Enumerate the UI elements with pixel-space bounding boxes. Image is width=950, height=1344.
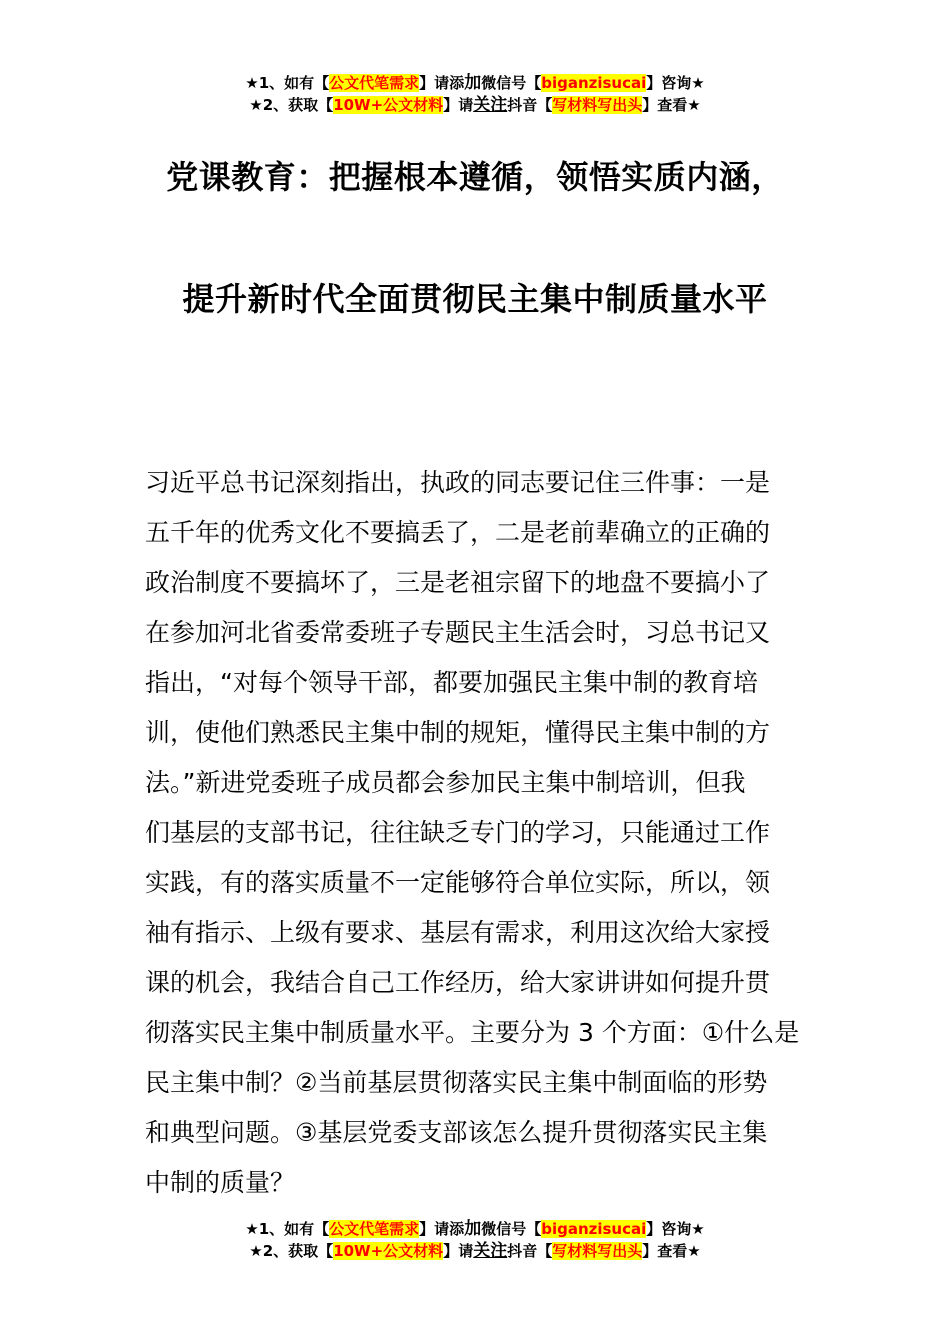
promo-line-2 bbox=[0, 94, 950, 116]
body-line: 在参加河北省委常委班子专题民主生活会时，习总书记又 bbox=[145, 618, 771, 647]
highlight-materials: 10W+公文材料 bbox=[333, 1242, 444, 1260]
promo-text: 】咨询★ bbox=[646, 74, 705, 92]
highlight-douyin: 写材料写出头 bbox=[552, 1242, 643, 1260]
body-line: 们基层的支部书记，往往缺乏专门的学习，只能通过工作 bbox=[145, 818, 771, 847]
promo-text: ★2、获取【 bbox=[249, 1242, 334, 1260]
body-line: 和典型问题。③基层党委支部该怎么提升贯彻落实民主集 bbox=[145, 1118, 768, 1147]
promo-footer bbox=[0, 1218, 950, 1262]
promo-text: 】咨询★ bbox=[646, 1220, 705, 1238]
body-line: 袖有指示、上级有要求、基层有需求，利用这次给大家授 bbox=[145, 918, 771, 947]
body-line: 实践，有的落实质量不一定能够符合单位实际，所以，领 bbox=[145, 868, 771, 897]
promo-text: 】请 bbox=[443, 96, 474, 114]
promo-text: 抖音【 bbox=[507, 96, 553, 114]
promo-line-1 bbox=[0, 1218, 950, 1240]
promo-text: 】查看★ bbox=[642, 1242, 701, 1260]
promo-line-2 bbox=[0, 1240, 950, 1262]
highlight-materials: 10W+公文材料 bbox=[333, 96, 444, 114]
body-line: 彻落实民主集中制质量水平。主要分为 3 个方面：①什么是 bbox=[145, 1018, 800, 1047]
body-line: 训，使他们熟悉民主集中制的规矩，懂得民主集中制的方 bbox=[145, 718, 771, 747]
body-line: 课的机会，我结合自己工作经历，给大家讲讲如何提升贯 bbox=[145, 968, 771, 997]
body-paragraph bbox=[145, 458, 810, 1208]
highlight-wechat-id: biganzisucai bbox=[541, 74, 647, 92]
promo-text: 关注 bbox=[473, 1241, 508, 1261]
body-line: 习近平总书记深刻指出，执政的同志要记住三件事：一是 bbox=[145, 468, 771, 497]
promo-text: 加 bbox=[464, 73, 482, 93]
highlight-ghostwriting: 公文代笔需求 bbox=[329, 74, 420, 92]
promo-text: 】请 bbox=[443, 1242, 474, 1260]
body-line: 指出，“对每个领导干部，都要加强民主集中制的教育培 bbox=[145, 668, 758, 697]
promo-text: ★1、如有【 bbox=[245, 74, 330, 92]
document-title-line-2: 提升新时代全面贯彻民主集中制质量水平 bbox=[182, 280, 768, 318]
promo-text: 】请添 bbox=[419, 1220, 465, 1238]
promo-text: 微信号【 bbox=[481, 1220, 542, 1238]
promo-header bbox=[0, 72, 950, 116]
highlight-wechat-id: biganzisucai bbox=[541, 1220, 647, 1238]
body-line: 中制的质量？ bbox=[145, 1168, 296, 1197]
highlight-douyin: 写材料写出头 bbox=[552, 96, 643, 114]
promo-text: 加 bbox=[464, 1219, 482, 1239]
body-line: 民主集中制？②当前基层贯彻落实民主集中制面临的形势 bbox=[145, 1068, 768, 1097]
promo-text: 】查看★ bbox=[642, 96, 701, 114]
promo-line-1 bbox=[0, 72, 950, 94]
promo-text: 关注 bbox=[473, 95, 508, 115]
body-line: 政治制度不要搞坏了，三是老祖宗留下的地盘不要搞小了 bbox=[145, 568, 771, 597]
body-line: 法。”新进党委班子成员都会参加民主集中制培训，但我 bbox=[145, 768, 746, 797]
promo-text: ★1、如有【 bbox=[245, 1220, 330, 1238]
promo-text: 】请添 bbox=[419, 74, 465, 92]
promo-text: 抖音【 bbox=[507, 1242, 553, 1260]
highlight-ghostwriting: 公文代笔需求 bbox=[329, 1220, 420, 1238]
document-title-line-1: 党课教育：把握根本遵循，领悟实质内涵， bbox=[166, 158, 784, 196]
promo-text: ★2、获取【 bbox=[249, 96, 334, 114]
promo-text: 微信号【 bbox=[481, 74, 542, 92]
body-line: 五千年的优秀文化不要搞丢了，二是老前辈确立的正确的 bbox=[145, 518, 771, 547]
